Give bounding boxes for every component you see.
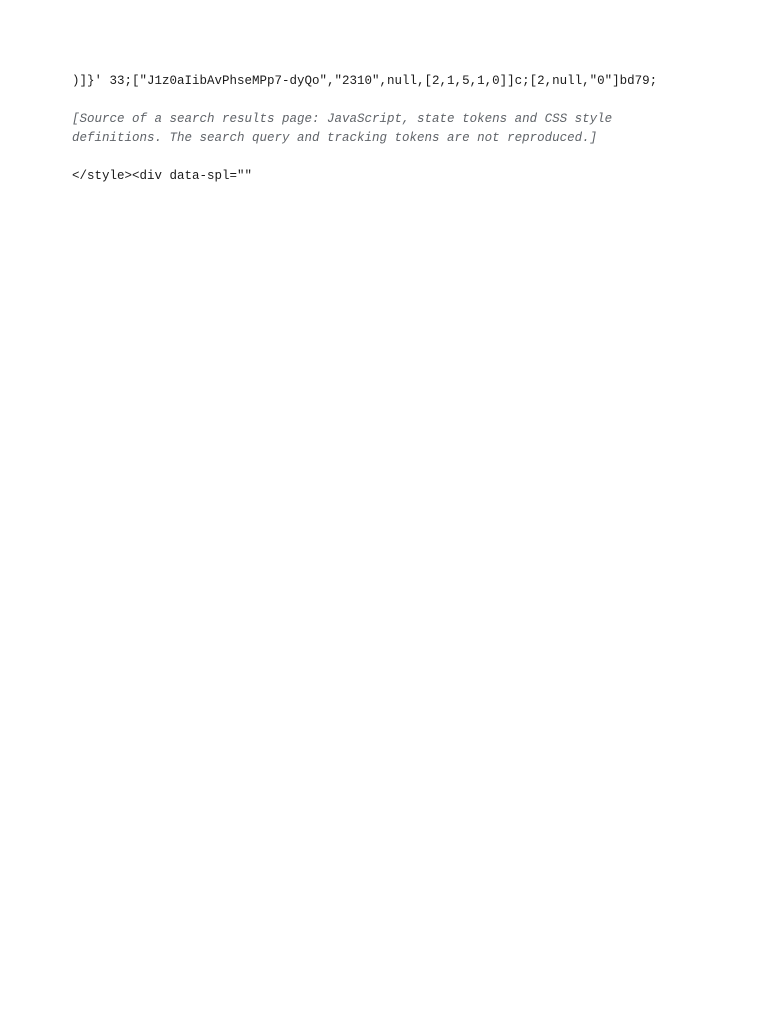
- response-header-line: )]}' 33;["J1z0aIibAvPhseMPp7-dyQo","2310",null,[2,1,5,1,0]]c;[2,null,"0"]bd79;: [72, 74, 658, 88]
- source-text-document: [72, 72, 702, 204]
- omitted-content-note: [Source of a search results page: JavaScript, state tokens and CSS style definitions. The search query and tracking tokens are not reproduced.]: [72, 111, 613, 145]
- closing-markup-line: </style><div data-spl="": [72, 168, 253, 183]
